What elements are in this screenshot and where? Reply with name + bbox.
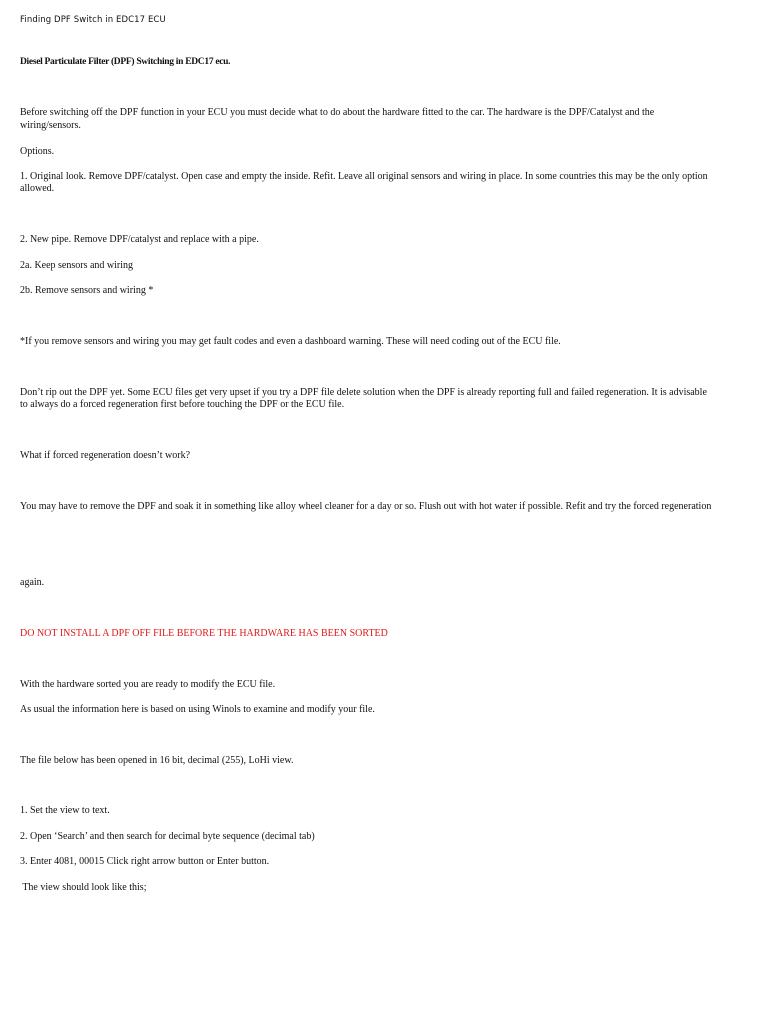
rip-warning-line-1: Don’t rip out the DPF yet. Some ECU files get very upset if you try a DPF file delete solution when the DPF is already reporting full and failed regeneration. It is advisable	[20, 387, 707, 398]
hardware-sorted-text: With the hardware sorted you are ready to modify the ECU file.	[20, 679, 276, 690]
hardware-warning: DO NOT INSTALL A DPF OFF FILE BEFORE THE HARDWARE HAS BEEN SORTED	[20, 628, 388, 639]
view-should-look-text: The view should look like this;	[20, 882, 147, 893]
regeneration-question: What if forced regeneration doesn’t work?	[20, 450, 191, 461]
file-view-text: The file below has been opened in 16 bit, decimal (255), LoHi view.	[20, 755, 294, 766]
intro-line-2: wiring/sensors.	[20, 120, 81, 131]
answer-continuation: again.	[20, 577, 45, 588]
options-label: Options.	[20, 146, 55, 157]
option-1-line-1: 1. Original look. Remove DPF/catalyst. Open case and empty the inside. Refit. Leave all original sensors and wiring in place. In some countries this may be the only option	[20, 171, 708, 182]
option-2: 2. New pipe. Remove DPF/catalyst and replace with a pipe.	[20, 234, 259, 245]
step-2: 2. Open ‘Search’ and then search for decimal byte sequence (decimal tab)	[20, 831, 315, 842]
intro-line-1: Before switching off the DPF function in your ECU you must decide what to do about the hardware fitted to the car. The hardware is the DPF/Catalyst and the	[20, 107, 655, 118]
footnote: *If you remove sensors and wiring you may get fault codes and even a dashboard warning. These will need coding out of the ECU file.	[20, 336, 561, 347]
option-2b: 2b. Remove sensors and wiring *	[20, 285, 154, 296]
rip-warning-line-2: to always do a forced regeneration first before touching the DPF or the ECU file.	[20, 399, 345, 410]
regeneration-answer: You may have to remove the DPF and soak it in something like alloy wheel cleaner for a day or so. Flush out with hot water if possible. Refit and try the forced regeneration	[20, 501, 712, 512]
option-2a: 2a. Keep sensors and wiring	[20, 260, 134, 271]
document-title: Diesel Particulate Filter (DPF) Switching in EDC17 ecu.	[20, 57, 231, 67]
option-1-line-2: allowed.	[20, 183, 55, 194]
step-1: 1. Set the view to text.	[20, 805, 110, 816]
page-header: Finding DPF Switch in EDC17 ECU	[20, 15, 166, 25]
step-3: 3. Enter 4081, 00015 Click right arrow button or Enter button.	[20, 856, 270, 867]
winols-text: As usual the information here is based on using Winols to examine and modify your file.	[20, 704, 375, 715]
